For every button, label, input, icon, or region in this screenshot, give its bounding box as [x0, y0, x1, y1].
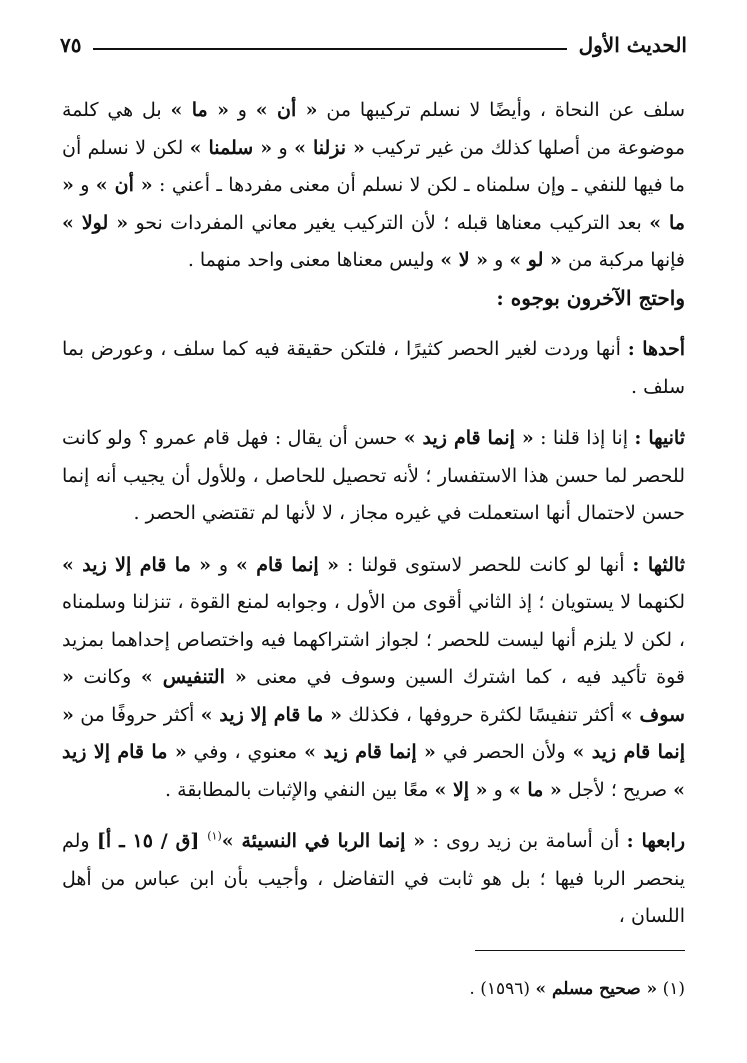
footnote-text: (١٥٩٦) . — [469, 979, 536, 999]
paragraph-lead: رابعها : — [626, 830, 686, 852]
paragraph-first-argument: أحدها : أنها وردت لغير الحصر كثيرًا ، فلتكن حقيقة فيه كما سلف ، وعورض بما سلف . — [62, 338, 685, 398]
page-header — [60, 28, 687, 62]
running-title: الحديث الأول — [578, 33, 687, 57]
manuscript-reference: [ق / ١٥ ـ أ] — [96, 830, 208, 852]
page-number: ٧٥ — [60, 33, 82, 57]
paragraph-lead: أحدها : — [627, 338, 685, 360]
paragraph-third-argument: ثالثها : أنها لو كانت للحصر لاستوى قولنا : « إنما قام » و « ما قام إلا زيد » لكنهما لا يستويان ؛ إذ الثاني أقوى من الأول ، وجوابه لمنع القوة ، تنزلنا وسلمناه ، لكن لا يلزم أنها ليست للحصر ؛ لجواز اشتراكهما فيه واختصاص إحداهما بمزيد قوة تأكيد فيه ، كما اشترك السين وسوف في معنى « التنفيس » وكانت « سوف » أكثر تنفيسًا لكثرة حروفها ، فكذلك « ما قام إلا زيد » أكثر حروفًا من « إنما قام زيد » ولأن الحصر في « إنما قام زيد » معنوي ، وفي « ما قام إلا زيد » صريح ؛ لأجل « ما » و « إلا » معًا بين النفي والإثبات بالمطابقة . — [62, 553, 685, 801]
paragraph-second-argument: ثانيها : إنا إذا قلنا : « إنما قام زيد » حسن أن يقال : فهل قام عمرو ؟ ولو كانت للحصر لما حسن هذا الاستفسار ؛ لأنه تحصيل للحاصل ، وللأول أن يجيب أنه إنما حسن لاحتمال أنها استعملت في غيره مجاز ، لا لأنها لم تقتضي الحصر . — [62, 427, 686, 524]
footnote-number: (١) — [662, 979, 685, 999]
footnote-reference[interactable]: (١) — [207, 829, 222, 843]
footnote — [62, 975, 685, 1003]
footnote-source: « صحيح مسلم » — [535, 979, 658, 999]
main-text — [62, 92, 685, 936]
paragraph-1: سلف عن النحاة ، وأيضًا لا نسلم تركيبها من « أن » و « ما » بل هي كلمة موضوعة من أصلها كذلك من غير تركيب « نزلنا » و « سلمنا » لكن لا نسلم أن ما فيها للنفي ـ وإن سلمناه ـ لكن لا نسلم أن معنى مفردها ـ أعني : « أن » و « ما » بعد التركيب معناها قبله ؛ لأن التركيب يغير معاني المفردات نحو « لولا » فإنها مركبة من « لو » و « لا » وليس معناها معنى واحد منهما . — [62, 99, 685, 271]
section-heading: واحتج الآخرون بوجوه : — [496, 285, 685, 310]
paragraph-fourth-argument: رابعها : أن أسامة بن زيد روى : « إنما الربا في النسيئة »$^{(١)}$ [ق / ١٥ ـ أ] ولم ينحصر الربا فيها ؛ بل هو ثابت في التفاضل ، وأجيب بأن ابن عباس من أهل اللسان ، — [62, 829, 686, 927]
paragraph-lead: ثانيها : — [634, 427, 686, 449]
paragraph-lead: ثالثها : — [632, 553, 685, 576]
header-rule — [93, 48, 566, 50]
footnote-divider — [475, 950, 685, 951]
